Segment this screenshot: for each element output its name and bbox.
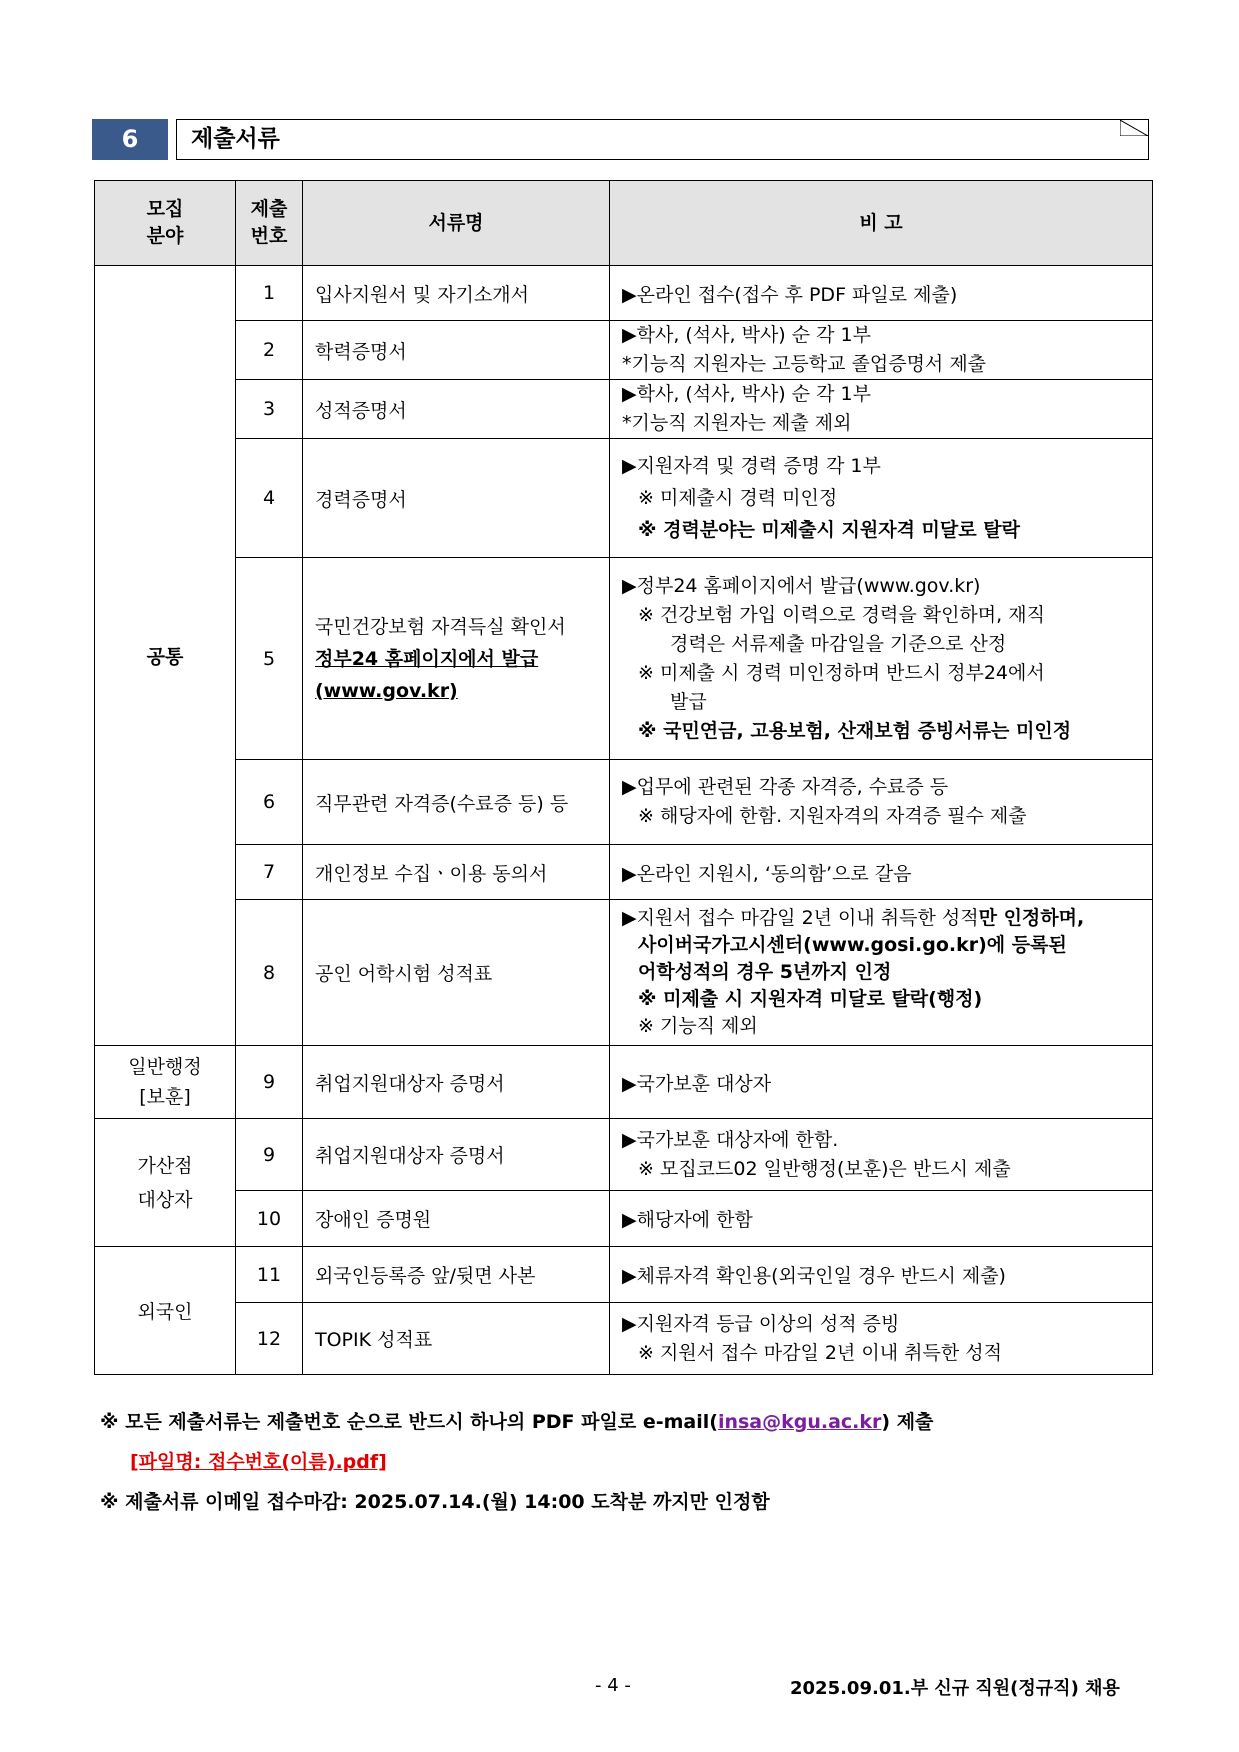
note-filename: [파일명: 접수번호(이름).pdf] <box>130 1451 387 1473</box>
header-doc: 서류명 <box>303 181 610 266</box>
table-row <box>95 760 1153 845</box>
doc-name: 취업지원대상자 증명서 <box>303 1046 610 1119</box>
table-row <box>95 1119 1153 1191</box>
table-row <box>95 439 1153 558</box>
category-bonus-points: 가산점 대상자 <box>95 1119 236 1247</box>
doc-remark: ▶업무에 관련된 각종 자격증, 수료증 등 ※ 해당자에 한함. 지원자격의 자격증 필수 제출 <box>610 760 1153 845</box>
header-remark: 비 고 <box>610 181 1153 266</box>
table-row <box>95 845 1153 900</box>
doc-number: 7 <box>236 845 303 900</box>
doc-name: 개인정보 수집ㆍ이용 동의서 <box>303 845 610 900</box>
doc-number: 6 <box>236 760 303 845</box>
doc-name: TOPIK 성적표 <box>303 1303 610 1375</box>
table-row <box>95 266 1153 321</box>
doc-name: 성적증명서 <box>303 380 610 439</box>
table-row <box>95 1247 1153 1303</box>
doc-remark: ▶지원자격 및 경력 증명 각 1부 ※ 미제출시 경력 미인정 ※ 경력분야는 미제출시 지원자격 미달로 탈락 <box>610 439 1153 558</box>
section-title-box <box>176 119 1149 160</box>
doc-remark: ▶체류자격 확인용(외국인일 경우 반드시 제출) <box>610 1247 1153 1303</box>
table-row <box>95 380 1153 439</box>
section-header <box>92 119 1150 162</box>
table-row <box>95 558 1153 760</box>
doc-number: 8 <box>236 900 303 1046</box>
doc-remark: ▶지원서 접수 마감일 2년 이내 취득한 성적만 인정하며, 사이버국가고시센터(www.gosi.go.kr)에 등록된 어학성적의 경우 5년까지 인정 ※ 미제출 시 지원자격 미달로 탈락(행정) ※ 기능직 제외 <box>610 900 1153 1046</box>
doc-number: 2 <box>236 321 303 380</box>
doc-remark: ▶국가보훈 대상자 <box>610 1046 1153 1119</box>
category-common: 공통 <box>95 266 236 1046</box>
doc-name: 장애인 증명원 <box>303 1191 610 1247</box>
doc-number: 9 <box>236 1119 303 1191</box>
doc-name: 취업지원대상자 증명서 <box>303 1119 610 1191</box>
header-category: 모집 분야 <box>95 181 236 266</box>
category-general-admin: 일반행정 [보훈] <box>95 1046 236 1119</box>
doc-name: 학력증명서 <box>303 321 610 380</box>
table-row <box>95 1191 1153 1247</box>
doc-name: 경력증명서 <box>303 439 610 558</box>
doc-name: 국민건강보험 자격득실 확인서 정부24 홈페이지에서 발급 (www.gov.kr) <box>303 558 610 760</box>
submission-notes <box>100 1402 933 1522</box>
doc-remark: ▶학사, (석사, 박사) 순 각 1부 *기능직 지원자는 고등학교 졸업증명서 제출 <box>610 321 1153 380</box>
email-link[interactable]: insa@kgu.ac.kr <box>717 1411 882 1433</box>
category-foreigner: 외국인 <box>95 1247 236 1375</box>
note-email: ※ 모든 제출서류는 제출번호 순으로 반드시 하나의 PDF 파일로 e-mail(insa@kgu.ac.kr) 제출 <box>100 1411 934 1433</box>
doc-name: 직무관련 자격증(수료증 등) 등 <box>303 760 610 845</box>
doc-remark: ▶학사, (석사, 박사) 순 각 1부 *기능직 지원자는 제출 제외 <box>610 380 1153 439</box>
doc-number: 5 <box>236 558 303 760</box>
doc-number: 10 <box>236 1191 303 1247</box>
doc-number: 3 <box>236 380 303 439</box>
section-title: 제출서류 <box>191 126 280 152</box>
doc-name: 입사지원서 및 자기소개서 <box>303 266 610 321</box>
doc-remark: ▶지원자격 등급 이상의 성적 증빙 ※ 지원서 접수 마감일 2년 이내 취득한 성적 <box>610 1303 1153 1375</box>
doc-remark: ▶정부24 홈페이지에서 발급(www.gov.kr) ※ 건강보험 가입 이력으로 경력을 확인하며, 재직 경력은 서류제출 마감일을 기준으로 산정 ※ 미제출 시 경력 미인정하며 반드시 정부24에서 발급 ※ 국민연금, 고용보험, 산재보험 증빙서류는 미인정 <box>610 558 1153 760</box>
table-row <box>95 1046 1153 1119</box>
doc-number: 1 <box>236 266 303 321</box>
recruitment-title: 2025.09.01.부 신규 직원(정규직) 채용 <box>790 1678 1120 1699</box>
table-row <box>95 321 1153 380</box>
table-row <box>95 900 1153 1046</box>
note-deadline: ※ 제출서류 이메일 접수마감: 2025.07.14.(월) 14:00 도착분 까지만 인정함 <box>100 1491 770 1513</box>
section-number: 6 <box>92 119 168 160</box>
doc-name: 공인 어학시험 성적표 <box>303 900 610 1046</box>
documents-table <box>94 180 1153 1375</box>
table-header-row <box>95 181 1153 266</box>
doc-remark: ▶온라인 접수(접수 후 PDF 파일로 제출) <box>610 266 1153 321</box>
doc-name: 외국인등록증 앞/뒷면 사본 <box>303 1247 610 1303</box>
doc-number: 9 <box>236 1046 303 1119</box>
header-number: 제출 번호 <box>236 181 303 266</box>
doc-remark: ▶국가보훈 대상자에 한함. ※ 모집코드02 일반행정(보훈)은 반드시 제출 <box>610 1119 1153 1191</box>
doc-remark: ▶온라인 지원시, ‘동의함’으로 갈음 <box>610 845 1153 900</box>
page-number: - 4 - <box>595 1675 631 1696</box>
page-fold-icon <box>1120 120 1148 136</box>
doc-number: 4 <box>236 439 303 558</box>
doc-number: 12 <box>236 1303 303 1375</box>
table-row <box>95 1303 1153 1375</box>
doc-number: 11 <box>236 1247 303 1303</box>
doc-remark: ▶해당자에 한함 <box>610 1191 1153 1247</box>
